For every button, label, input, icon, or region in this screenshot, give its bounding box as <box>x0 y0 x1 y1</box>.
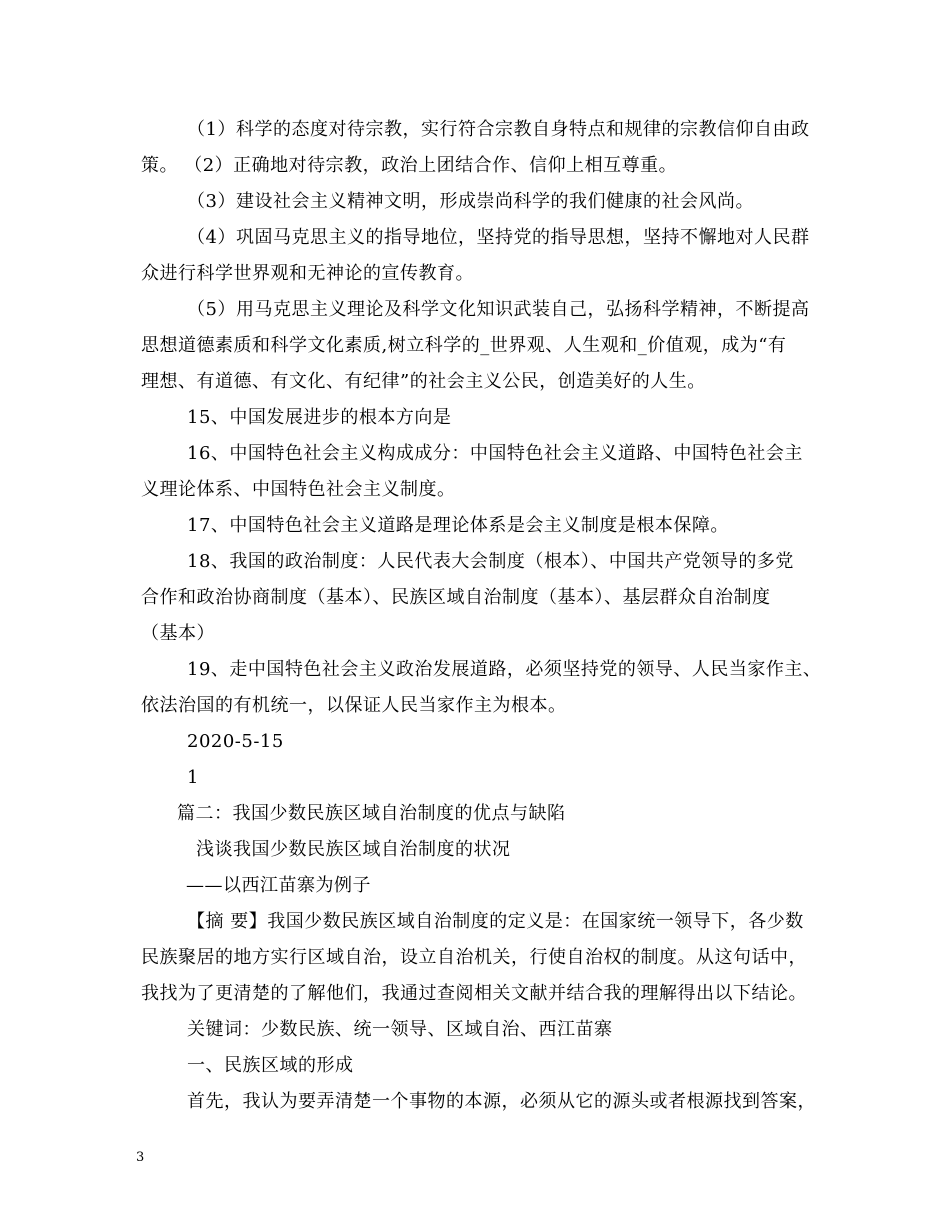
text-line: 义理论体系、中国特色社会主义制度。 <box>141 479 456 500</box>
text-line: （5）用马克思主义理论及科学文化知识武装自己，弘扬科学精神，不断提高 <box>187 299 810 320</box>
text-line: 15、中国发展进步的根本方向是 <box>187 407 452 428</box>
keywords-line: 关键词：少数民族、统一领导、区域自治、西江苗寨 <box>187 1019 613 1040</box>
text-line: 17、中国特色社会主义道路是理论体系是会主义制度是根本保障。 <box>187 515 729 536</box>
article-subtitle: ——以西江苗寨为例子 <box>186 875 371 896</box>
text-line: （1）科学的态度对待宗教，实行符合宗教自身特点和规律的宗教信仰自由政 <box>187 119 810 140</box>
section-heading: 一、民族区域的形成 <box>187 1055 354 1076</box>
abstract-line: 民族聚居的地方实行区域自治，设立自治机关，行使自治权的制度。从这句话中， <box>141 947 807 968</box>
text-line: （基本） <box>141 623 215 644</box>
date-line: 2020-5-15 <box>187 731 284 752</box>
text-line: （4）巩固马克思主义的指导地位，坚持党的指导思想，坚持不懈地对人民群 <box>187 227 810 248</box>
text-line: 依法治国的有机统一，以保证人民当家作主为根本。 <box>141 695 567 716</box>
text-line: 策。 （2）正确地对待宗教，政治上团结合作、信仰上相互尊重。 <box>141 155 678 176</box>
text-line: 16、中国特色社会主义构成成分：中国特色社会主义道路、中国特色社会主 <box>187 443 803 464</box>
text-line: 思想道德素质和科学文化素质,树立科学的_世界观、人生观和_价值观，成为“有 <box>141 335 787 356</box>
text-line: 首先，我认为要弄清楚一个事物的本源，必须从它的源头或者根源找到答案， <box>187 1091 816 1112</box>
text-line: 众进行科学世界观和无神论的宣传教育。 <box>141 263 474 284</box>
text-line: 19、走中国特色社会主义政治发展道路，必须坚持党的领导、人民当家作主、 <box>187 659 822 680</box>
text-line: 理想、有道德、有文化、有纪律”的社会主义公民，创造美好的人生。 <box>141 371 706 392</box>
text-line: 18、我国的政治制度：人民代表大会制度（根本）、中国共产党领导的多党 <box>187 551 794 572</box>
abstract-line: 【摘 要】我国少数民族区域自治制度的定义是：在国家统一领导下，各少数 <box>187 911 804 932</box>
page-number: 3 <box>136 1150 145 1165</box>
section-heading: 篇二：我国少数民族区域自治制度的优点与缺陷 <box>177 803 566 824</box>
text-line: （3）建设社会主义精神文明，形成崇尚科学的我们健康的社会风尚。 <box>187 191 754 212</box>
text-line: 合作和政治协商制度（基本）、民族区域自治制度（基本）、基层群众自治制度 <box>141 587 771 608</box>
article-title: 浅谈我国少数民族区域自治制度的状况 <box>196 839 511 860</box>
inline-number: 1 <box>187 767 199 788</box>
abstract-line: 我找为了更清楚的了解他们，我通过查阅相关文献并结合我的理解得出以下结论。 <box>141 983 807 1004</box>
